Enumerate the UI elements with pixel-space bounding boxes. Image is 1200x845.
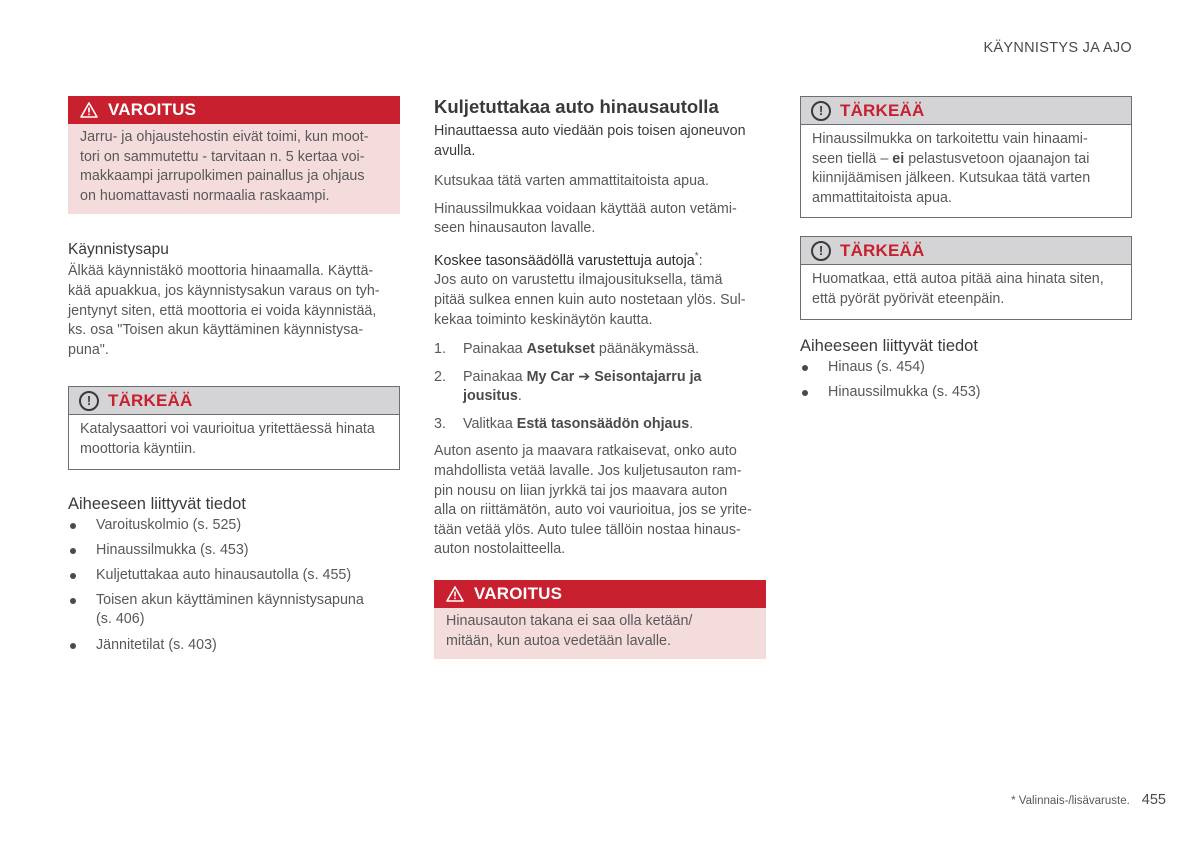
warning-box <box>434 580 766 659</box>
text-line: auton nostolaitteella. <box>434 541 566 558</box>
exclamation-circle-icon: ! <box>811 101 831 121</box>
important-header <box>69 387 399 415</box>
warning-text <box>434 608 766 659</box>
warning-header <box>68 96 400 124</box>
text-line: Hinauttaessa auto viedään pois toisen ajoneuvon <box>434 123 746 139</box>
menu-item-my-car: My Car <box>526 368 575 385</box>
text-line: Jos auto on varustettu ilmajousituksella, tämä <box>434 272 723 289</box>
text-line: jentynyt siten, että moottoria ei voida käynnistää, <box>68 302 377 319</box>
related-list <box>68 516 400 656</box>
jumpstart-text <box>68 262 400 360</box>
text-line: on huomattavasti normaalia raskaampi. <box>80 187 330 204</box>
important-text <box>69 415 399 468</box>
intro-text <box>434 122 766 161</box>
text-line: tään vetää ylös. Auto tulee tällöin nostaa hinaus- <box>434 521 741 538</box>
optional-mark: * <box>694 250 699 262</box>
text-line: makkaampi jarrupolkimen painallus ja ohjaus <box>80 168 365 185</box>
jumpstart-heading: Käynnistysapu <box>68 241 169 259</box>
related-link[interactable]: Toisen akun käyttäminen käynnistysapuna (s. 406) <box>68 591 400 630</box>
step: 1. Painakaa Asetukset päänäkymässä. <box>434 341 700 358</box>
arrow-right-icon: ➔ <box>578 368 591 385</box>
text-line: ammattitaitoista apua. <box>812 189 952 206</box>
step: 3. Valitkaa Estä tasonsäädön ohjaus. <box>434 415 694 432</box>
text-line: ks. osa "Toisen akun käyttäminen käynnistysa- <box>68 322 364 339</box>
towing-eye-text <box>434 200 766 239</box>
warning-triangle-icon <box>80 102 98 118</box>
warning-triangle-icon <box>446 586 464 602</box>
related-link[interactable]: Hinaussilmukka (s. 453) <box>68 541 400 561</box>
menu-item-settings: Asetukset <box>526 341 595 358</box>
important-box <box>68 386 400 469</box>
page-number: 455 <box>1141 792 1166 808</box>
warning-box <box>68 96 400 214</box>
menu-item-disable-levelling: Estä tasonsäädön ohjaus <box>516 415 690 432</box>
text-line: mitään, kun autoa vedetään lavalle. <box>446 632 671 649</box>
text-line: Katalysaattori voi vaurioitua yritettäessä hinata <box>80 421 375 438</box>
text-line: moottoria käyntiin. <box>80 440 197 457</box>
related-link[interactable]: Jännitetilat (s. 403) <box>68 636 400 656</box>
text-line: Älkää käynnistäkö moottoria hinaamalla. Käyttä- <box>68 263 374 280</box>
important-title: TÄRKEÄÄ <box>840 240 925 260</box>
related-link[interactable]: Kuljetuttakaa auto hinausautolla (s. 455) <box>68 566 400 586</box>
column-middle <box>434 96 766 685</box>
important-title: TÄRKEÄÄ <box>108 390 193 410</box>
text-line: tori on sammutettu - tarvitaan n. 5 kertaa voi- <box>80 148 365 165</box>
text-line: puna". <box>68 341 109 358</box>
related-heading: Aiheeseen liittyvät tiedot <box>68 494 246 513</box>
exclamation-circle-icon: ! <box>811 241 831 261</box>
related-link[interactable]: Hinaus (s. 454) <box>800 358 1132 378</box>
text-line: Hinaussilmukka on tarkoitettu vain hinaami- <box>812 131 1088 147</box>
exclamation-circle-icon: ! <box>79 391 99 411</box>
text-line: seen hinausauton lavalle. <box>434 220 596 237</box>
column-right <box>800 96 1132 408</box>
text-line: Hinausauton takana ei saa olla ketään/ <box>446 613 693 630</box>
text-line: kiinnijäämisen jälkeen. Kutsukaa tätä varten <box>812 170 1091 187</box>
related-list <box>800 358 1132 403</box>
levelling-label: Koskee tasonsäädöllä varustettuja autoja <box>434 252 695 269</box>
loading-text <box>434 442 766 560</box>
text-line: Jarru- ja ohjaustehostin eivät toimi, kun moot- <box>80 129 369 145</box>
text-line: Auton asento ja maavara ratkaisevat, onko auto <box>434 443 737 460</box>
text-line: pin nousu on liian jyrkkä tai jos maavara auton <box>434 482 728 499</box>
text-line: kekaa toiminto keskinäytön kautta. <box>434 311 653 328</box>
important-header <box>801 97 1131 125</box>
text-line: alla on riittämätön, auto voi vaurioitua, jos se yrite- <box>434 502 752 519</box>
footnote: * Valinnais-/lisävaruste. <box>1011 795 1130 807</box>
warning-title: VAROITUS <box>108 100 197 119</box>
text-line: Huomatkaa, että autoa pitää aina hinata siten, <box>812 271 1104 288</box>
related-link[interactable]: Varoituskolmio (s. 525) <box>68 516 400 536</box>
warning-text <box>68 124 400 214</box>
text-line: pitää sulkea ennen kuin auto nostetaan ylös. Sul- <box>434 291 746 308</box>
text-line: mahdollista vetää lavalle. Jos kuljetusauton ram- <box>434 463 742 480</box>
important-header <box>801 237 1131 265</box>
chapter-header: KÄYNNISTYS JA AJO <box>983 40 1132 56</box>
warning-header <box>434 580 766 608</box>
important-box <box>800 96 1132 218</box>
text-line: että pyörät pyörivät eteenpäin. <box>812 290 1005 307</box>
emphasis: ei <box>892 150 905 167</box>
menu-item-parking-brake: Seisontajarru ja <box>594 368 702 385</box>
warning-title: VAROITUS <box>474 584 563 604</box>
text-line: kää apuakkua, jos käynnistysakun varaus on tyh- <box>68 282 380 299</box>
important-text <box>801 265 1131 318</box>
text-line: Hinaussilmukkaa voidaan käyttää auton vetämi- <box>434 200 737 217</box>
call-help-text: Kutsukaa tätä varten ammattitaitoista apua. <box>434 173 709 190</box>
related-link[interactable]: Hinaussilmukka (s. 453) <box>800 383 1132 403</box>
section-heading: Kuljetuttakaa auto hinausautolla <box>434 96 719 117</box>
important-box <box>800 236 1132 319</box>
step-list <box>434 340 766 434</box>
levelling-text: Koskee tasonsäädöllä varustettuja autoja*: Jos auto on varustettu ilmajousituksella, tämä pitää sulkea ennen kuin auto nostetaan ylös. Sul- kekaa toiminto keskinäytön kautta. <box>434 247 766 330</box>
step: 2. Painakaa My Car ➔ Seisontajarru ja jousitus. <box>434 368 702 405</box>
page-footer <box>1011 792 1166 808</box>
important-title: TÄRKEÄÄ <box>840 100 925 120</box>
column-left <box>68 96 400 661</box>
text-line: seen tiellä – ei pelastusvetoon ojaanajon tai <box>812 150 1090 167</box>
related-heading: Aiheeseen liittyvät tiedot <box>800 336 978 355</box>
text-line: avulla. <box>434 142 476 159</box>
important-text <box>801 125 1131 217</box>
